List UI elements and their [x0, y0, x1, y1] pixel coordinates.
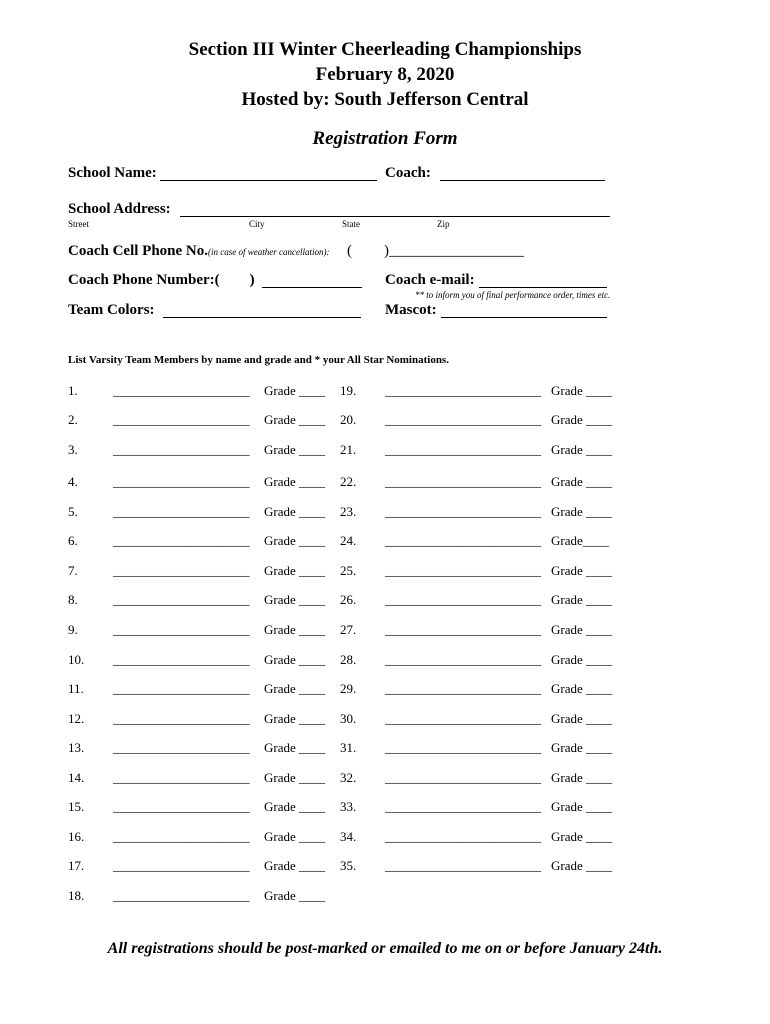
- roster-number: 30.: [340, 711, 357, 726]
- roster-number: 14.: [68, 770, 85, 785]
- cell-phone-open-paren: (: [347, 243, 352, 259]
- city-caption: City: [249, 219, 265, 229]
- roster-number: 7.: [68, 563, 78, 578]
- member-grade-field[interactable]: Grade ____: [264, 770, 326, 785]
- member-name-field[interactable]: ________________________: [385, 474, 541, 489]
- member-name-field[interactable]: _____________________: [113, 740, 250, 755]
- member-name-field[interactable]: _____________________: [113, 592, 250, 607]
- member-grade-field[interactable]: Grade ____: [264, 740, 326, 755]
- member-name-field[interactable]: _____________________: [113, 652, 250, 667]
- member-name-field[interactable]: ________________________: [385, 563, 541, 578]
- member-grade-field[interactable]: Grade ____: [551, 442, 613, 457]
- member-grade-field[interactable]: Grade ____: [264, 888, 326, 903]
- roster-number: 5.: [68, 504, 78, 519]
- roster-number: 13.: [68, 740, 85, 755]
- member-grade-field[interactable]: Grade ____: [551, 858, 613, 873]
- roster-number: 32.: [340, 770, 357, 785]
- roster-number: 21.: [340, 442, 357, 457]
- member-name-field[interactable]: ________________________: [385, 770, 541, 785]
- email-note: ** to inform you of final performance order, times etc.: [415, 290, 611, 300]
- roster-number: 35.: [340, 858, 357, 873]
- member-grade-field[interactable]: Grade ____: [551, 740, 613, 755]
- roster-instructions: List Varsity Team Members by name and grade and * your All Star Nominations.: [68, 354, 449, 366]
- roster-number: 4.: [68, 474, 78, 489]
- member-name-field[interactable]: _____________________: [113, 888, 250, 903]
- roster-number: 17.: [68, 858, 85, 873]
- roster-number: 28.: [340, 652, 357, 667]
- member-name-field[interactable]: _____________________: [113, 474, 250, 489]
- member-grade-field[interactable]: Grade ____: [264, 711, 326, 726]
- roster-number: 8.: [68, 592, 78, 607]
- member-grade-field[interactable]: Grade ____: [264, 383, 326, 398]
- member-grade-field[interactable]: Grade ____: [264, 652, 326, 667]
- roster-number: 23.: [340, 504, 357, 519]
- member-name-field[interactable]: _____________________: [113, 622, 250, 637]
- email-label: Coach e-mail:: [385, 272, 475, 288]
- roster-number: 16.: [68, 829, 85, 844]
- member-name-field[interactable]: _____________________: [113, 858, 250, 873]
- roster-number: 3.: [68, 442, 78, 457]
- member-name-field[interactable]: ________________________: [385, 681, 541, 696]
- deadline-notice: All registrations should be post-marked or emailed to me on or before January 24th.: [107, 940, 663, 957]
- member-grade-field[interactable]: Grade ____: [551, 799, 613, 814]
- member-grade-field[interactable]: Grade ____: [264, 829, 326, 844]
- member-grade-field[interactable]: Grade ____: [551, 592, 613, 607]
- roster-number: 9.: [68, 622, 78, 637]
- roster-number: 27.: [340, 622, 357, 637]
- email-field[interactable]: [479, 287, 607, 288]
- school-address-field[interactable]: [180, 216, 610, 217]
- roster-number: 2.: [68, 412, 78, 427]
- roster-number: 18.: [68, 888, 85, 903]
- mascot-field[interactable]: [441, 317, 607, 318]
- coach-label: Coach:: [385, 165, 431, 181]
- member-grade-field[interactable]: Grade ____: [551, 829, 613, 844]
- member-grade-field[interactable]: Grade ____: [551, 563, 613, 578]
- cell-phone-label-text: Coach Cell Phone No.: [68, 243, 208, 259]
- roster-number: 33.: [340, 799, 357, 814]
- member-grade-field[interactable]: Grade ____: [551, 681, 613, 696]
- roster-number: 20.: [340, 412, 357, 427]
- roster-number: 25.: [340, 563, 357, 578]
- member-name-field[interactable]: ________________________: [385, 383, 541, 398]
- school-name-field[interactable]: [160, 180, 377, 181]
- member-grade-field[interactable]: Grade ____: [264, 474, 326, 489]
- member-grade-field[interactable]: Grade ____: [551, 504, 613, 519]
- form-title: Registration Form: [312, 128, 458, 149]
- roster-number: 6.: [68, 533, 78, 548]
- member-name-field[interactable]: _____________________: [113, 504, 250, 519]
- member-grade-field[interactable]: Grade ____: [264, 622, 326, 637]
- roster-number: 24.: [340, 533, 357, 548]
- member-grade-field[interactable]: Grade ____: [551, 711, 613, 726]
- member-name-field[interactable]: _____________________: [113, 799, 250, 814]
- member-name-field[interactable]: ________________________: [385, 799, 541, 814]
- roster-number: 22.: [340, 474, 357, 489]
- member-name-field[interactable]: _____________________: [113, 770, 250, 785]
- street-caption: Street: [68, 219, 89, 229]
- member-grade-field[interactable]: Grade ____: [264, 592, 326, 607]
- member-name-field[interactable]: _____________________: [113, 681, 250, 696]
- member-name-field[interactable]: _____________________: [113, 711, 250, 726]
- event-date: February 8, 2020: [315, 64, 455, 85]
- member-name-field[interactable]: ________________________: [385, 442, 541, 457]
- member-name-field[interactable]: _____________________: [113, 383, 250, 398]
- member-grade-field[interactable]: Grade ____: [551, 770, 613, 785]
- event-host: Hosted by: South Jefferson Central: [241, 89, 529, 110]
- roster-number: 29.: [340, 681, 357, 696]
- roster-number: 34.: [340, 829, 357, 844]
- member-name-field[interactable]: _____________________: [113, 533, 250, 548]
- roster-number: 15.: [68, 799, 85, 814]
- member-name-field[interactable]: ________________________: [385, 711, 541, 726]
- zip-caption: Zip: [437, 219, 450, 229]
- coach-field[interactable]: [440, 180, 605, 181]
- roster-number: 31.: [340, 740, 357, 755]
- cell-phone-field[interactable]: )__________________: [384, 243, 524, 259]
- roster-number: 26.: [340, 592, 357, 607]
- mascot-label: Mascot:: [385, 302, 437, 318]
- state-caption: State: [342, 219, 360, 229]
- member-grade-field[interactable]: Grade ____: [264, 504, 326, 519]
- team-colors-field[interactable]: [163, 317, 361, 318]
- roster-number: 19.: [340, 383, 357, 398]
- member-grade-field[interactable]: Grade ____: [264, 442, 326, 457]
- event-title: Section III Winter Cheerleading Championships: [188, 39, 582, 60]
- phone-number-label: Coach Phone Number:( ): [68, 272, 255, 288]
- member-grade-field[interactable]: Grade ____: [551, 622, 613, 637]
- member-grade-field[interactable]: Grade ____: [551, 412, 613, 427]
- school-name-label: School Name:: [68, 165, 157, 181]
- cell-phone-note: (in case of weather cancellation):: [208, 247, 330, 257]
- member-name-field[interactable]: ________________________: [385, 740, 541, 755]
- member-grade-field[interactable]: Grade ____: [264, 412, 326, 427]
- cell-phone-label: [68, 243, 329, 260]
- member-name-field[interactable]: _____________________: [113, 442, 250, 457]
- school-address-label: School Address:: [68, 201, 171, 217]
- member-name-field[interactable]: _____________________: [113, 829, 250, 844]
- roster-number: 1.: [68, 383, 78, 398]
- member-grade-field[interactable]: Grade ____: [264, 533, 326, 548]
- roster-number: 11.: [68, 681, 84, 696]
- roster-number: 12.: [68, 711, 85, 726]
- member-name-field[interactable]: _____________________: [113, 563, 250, 578]
- member-name-field[interactable]: _____________________: [113, 412, 250, 427]
- member-grade-field[interactable]: Grade ____: [551, 474, 613, 489]
- member-name-field[interactable]: ________________________: [385, 622, 541, 637]
- member-name-field[interactable]: ________________________: [385, 592, 541, 607]
- member-grade-field[interactable]: Grade ____: [264, 799, 326, 814]
- member-name-field[interactable]: ________________________: [385, 504, 541, 519]
- phone-number-field[interactable]: [262, 287, 362, 288]
- member-grade-field[interactable]: Grade ____: [264, 681, 326, 696]
- member-name-field[interactable]: ________________________: [385, 533, 541, 548]
- member-grade-field[interactable]: Grade ____: [551, 383, 613, 398]
- roster-number: 10.: [68, 652, 85, 667]
- team-colors-label: Team Colors:: [68, 302, 155, 318]
- member-name-field[interactable]: ________________________: [385, 412, 541, 427]
- member-grade-field[interactable]: Grade ____: [551, 652, 613, 667]
- member-name-field[interactable]: ________________________: [385, 652, 541, 667]
- member-grade-field[interactable]: Grade ____: [264, 563, 326, 578]
- member-name-field[interactable]: ________________________: [385, 858, 541, 873]
- member-grade-field[interactable]: Grade____: [551, 533, 609, 548]
- member-name-field[interactable]: ________________________: [385, 829, 541, 844]
- member-grade-field[interactable]: Grade ____: [264, 858, 326, 873]
